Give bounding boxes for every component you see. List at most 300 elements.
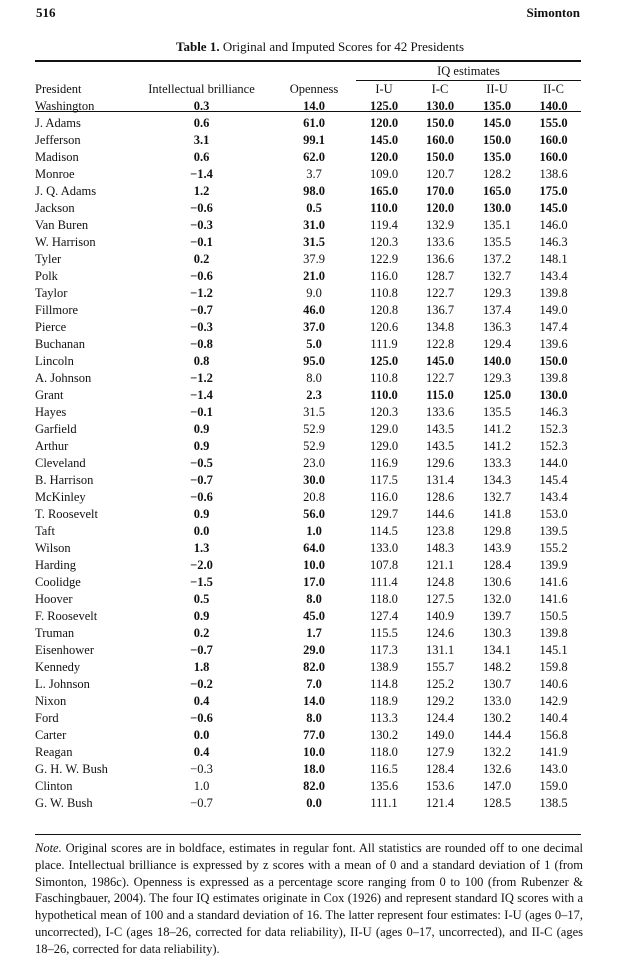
table-row <box>35 166 581 183</box>
cell-i-c: 129.6 <box>425 456 455 470</box>
cell-ii-c: 146.3 <box>539 235 568 249</box>
cell-i-u: 120.0 <box>369 150 399 164</box>
cell-president: McKinley <box>35 490 86 504</box>
cell-i-c: 127.9 <box>425 745 455 759</box>
cell-openness: 20.8 <box>303 490 325 504</box>
cell-ii-u: 165.0 <box>482 184 512 198</box>
cell-intellectual-brilliance: 0.9 <box>193 439 210 453</box>
cell-i-c: 131.4 <box>425 473 455 487</box>
cell-i-u: 138.9 <box>369 660 399 674</box>
cell-president: Polk <box>35 269 58 283</box>
cell-i-c: 124.6 <box>425 626 455 640</box>
cell-ii-u: 132.7 <box>482 269 512 283</box>
cell-ii-u: 137.4 <box>482 303 512 317</box>
cell-ii-u: 143.9 <box>482 541 512 555</box>
cell-intellectual-brilliance: −0.6 <box>190 490 213 504</box>
cell-ii-c: 138.5 <box>539 796 568 810</box>
table-note <box>35 840 583 958</box>
note-text: Original scores are in boldface, estimates in regular font. All statistics are rounded off to one decimal place. Intellectual brilliance is expressed by z scores with a mean of 0 and a standard deviation of 1 (from Simonton, 1986c). Openness is expressed as a percentage score ranging from 0 to 100 (from Rubenzer & Faschingbauer, 2004). The four IQ estimates originate in Cox (1926) and represent standard IQ scores with a hypothetical mean of 100 and a standard deviation of 16. The latter represent four estimates: I-U (ages 0–17, uncorrected), I-C (ages 18–26, corrected for data reliability), II-U (ages 0–17, uncorrected), and II-C (ages 18–26, corrected for data reliability). <box>35 841 583 956</box>
cell-i-c: 148.3 <box>425 541 455 555</box>
cell-ii-u: 130.2 <box>482 711 512 725</box>
cell-i-c: 144.6 <box>425 507 455 521</box>
cell-ii-u: 130.3 <box>482 626 512 640</box>
cell-i-u: 114.8 <box>370 677 398 691</box>
table-row <box>35 98 581 115</box>
table-row <box>35 727 581 744</box>
cell-i-u: 118.0 <box>370 745 398 759</box>
table-row <box>35 608 581 625</box>
cell-ii-c: 139.8 <box>539 286 568 300</box>
bottom-rule <box>35 834 581 835</box>
cell-president: Hayes <box>35 405 67 419</box>
cell-intellectual-brilliance: 0.2 <box>193 252 210 266</box>
table-row <box>35 489 581 506</box>
table-row <box>35 234 581 251</box>
cell-intellectual-brilliance: 1.2 <box>193 184 210 198</box>
cell-intellectual-brilliance: −1.2 <box>190 371 213 385</box>
col-header-president: President <box>35 81 82 96</box>
cell-president: Ford <box>35 711 59 725</box>
cell-intellectual-brilliance: 0.6 <box>193 150 210 164</box>
cell-i-c: 133.6 <box>425 405 455 419</box>
table-row <box>35 319 581 336</box>
cell-ii-c: 139.8 <box>539 371 568 385</box>
cell-i-u: 116.9 <box>370 456 398 470</box>
cell-i-u: 109.0 <box>369 167 399 181</box>
cell-openness: 0.0 <box>306 796 322 810</box>
cell-ii-u: 128.4 <box>482 558 512 572</box>
table-row <box>35 523 581 540</box>
cell-intellectual-brilliance: 0.4 <box>193 745 210 759</box>
cell-i-c: 122.8 <box>425 337 455 351</box>
cell-i-c: 155.7 <box>425 660 455 674</box>
cell-ii-c: 139.8 <box>539 626 568 640</box>
table-row <box>35 404 581 421</box>
cell-i-u: 118.9 <box>370 694 398 708</box>
cell-president: L. Johnson <box>35 677 90 691</box>
cell-intellectual-brilliance: −0.1 <box>190 235 213 249</box>
table-row <box>35 336 581 353</box>
cell-i-u: 130.2 <box>369 728 399 742</box>
cell-i-u: 118.0 <box>370 592 398 606</box>
cell-ii-u: 129.8 <box>482 524 512 538</box>
cell-intellectual-brilliance: −1.4 <box>190 167 213 181</box>
cell-president: Pierce <box>35 320 67 334</box>
cell-i-c: 122.7 <box>425 371 455 385</box>
cell-intellectual-brilliance: −0.1 <box>190 405 213 419</box>
cell-i-c: 133.6 <box>425 235 455 249</box>
table-title: Original and Imputed Scores for 42 Presidents <box>222 39 465 54</box>
cell-ii-c: 145.1 <box>539 643 568 657</box>
cell-ii-u: 135.5 <box>482 405 512 419</box>
cell-i-u: 117.5 <box>370 473 398 487</box>
cell-openness: 23.0 <box>303 456 325 470</box>
cell-i-u: 113.3 <box>370 711 398 725</box>
cell-i-c: 150.0 <box>425 116 455 130</box>
cell-president: Reagan <box>35 745 73 759</box>
cell-ii-u: 147.0 <box>482 779 512 793</box>
table-row <box>35 710 581 727</box>
cell-openness: 8.0 <box>306 592 322 606</box>
cell-president: Wilson <box>35 541 71 555</box>
cell-intellectual-brilliance: −0.7 <box>190 796 213 810</box>
cell-i-c: 128.6 <box>425 490 455 504</box>
cell-president: Taft <box>35 524 55 538</box>
cell-i-u: 129.0 <box>369 422 399 436</box>
cell-president: Jefferson <box>35 133 81 147</box>
cell-i-u: 110.0 <box>370 201 398 215</box>
cell-i-c: 121.1 <box>425 558 455 572</box>
cell-openness: 61.0 <box>303 116 325 130</box>
table-row <box>35 693 581 710</box>
group-header-row <box>35 63 581 81</box>
cell-i-u: 111.4 <box>370 575 398 589</box>
table-row <box>35 438 581 455</box>
table-row <box>35 183 581 200</box>
cell-ii-c: 139.6 <box>539 337 568 351</box>
cell-president: Jackson <box>35 201 75 215</box>
cell-intellectual-brilliance: −0.3 <box>190 762 213 776</box>
cell-ii-c: 149.0 <box>539 303 568 317</box>
cell-i-u: 110.8 <box>370 286 398 300</box>
cell-i-u: 116.0 <box>370 490 398 504</box>
cell-ii-u: 132.0 <box>482 592 512 606</box>
cell-president: Garfield <box>35 422 77 436</box>
cell-i-u: 135.6 <box>369 779 399 793</box>
cell-i-u: 107.8 <box>369 558 399 572</box>
cell-i-u: 111.9 <box>370 337 398 351</box>
cell-ii-c: 159.8 <box>539 660 568 674</box>
cell-intellectual-brilliance: 0.8 <box>193 354 210 368</box>
cell-i-u: 129.7 <box>369 507 399 521</box>
cell-i-c: 121.4 <box>425 796 455 810</box>
cell-i-u: 125.0 <box>369 354 399 368</box>
cell-intellectual-brilliance: 1.0 <box>193 779 210 793</box>
cell-president: Tyler <box>35 252 62 266</box>
cell-ii-c: 145.0 <box>539 201 568 215</box>
cell-openness: 37.9 <box>303 252 325 266</box>
cell-ii-c: 155.0 <box>539 116 568 130</box>
cell-intellectual-brilliance: −2.0 <box>190 558 213 572</box>
cell-intellectual-brilliance: −0.7 <box>190 643 213 657</box>
cell-president: T. Roosevelt <box>35 507 98 521</box>
cell-i-u: 120.6 <box>369 320 399 334</box>
cell-i-c: 132.9 <box>425 218 455 232</box>
cell-i-u: 165.0 <box>369 184 399 198</box>
cell-i-c: 124.4 <box>425 711 455 725</box>
cell-president: Harding <box>35 558 76 572</box>
cell-i-c: 123.8 <box>425 524 455 538</box>
cell-openness: 18.0 <box>303 762 325 776</box>
cell-openness: 30.0 <box>303 473 325 487</box>
table-row <box>35 795 581 812</box>
cell-i-u: 120.0 <box>369 116 399 130</box>
cell-ii-u: 128.2 <box>482 167 512 181</box>
cell-ii-c: 152.3 <box>539 439 568 453</box>
table-row <box>35 591 581 608</box>
cell-ii-c: 139.5 <box>539 524 568 538</box>
cell-intellectual-brilliance: −0.3 <box>190 320 213 334</box>
cell-president: J. Q. Adams <box>35 184 97 198</box>
cell-i-u: 110.0 <box>370 388 398 402</box>
cell-ii-c: 160.0 <box>539 133 568 147</box>
table-row <box>35 132 581 149</box>
cell-i-c: 150.0 <box>425 150 455 164</box>
cell-intellectual-brilliance: 3.1 <box>193 133 210 147</box>
cell-intellectual-brilliance: −1.2 <box>190 286 213 300</box>
cell-president: Carter <box>35 728 67 742</box>
table-caption <box>0 39 640 55</box>
cell-ii-u: 141.2 <box>482 439 512 453</box>
cell-ii-c: 153.0 <box>539 507 568 521</box>
table-row <box>35 574 581 591</box>
cell-ii-u: 141.8 <box>482 507 512 521</box>
cell-openness: 0.5 <box>306 201 322 215</box>
cell-intellectual-brilliance: −0.6 <box>190 711 213 725</box>
table-row <box>35 659 581 676</box>
cell-openness: 82.0 <box>303 779 325 793</box>
cell-i-c: 129.2 <box>425 694 455 708</box>
cell-president: W. Harrison <box>35 235 96 249</box>
note-label: Note. <box>35 841 62 855</box>
cell-openness: 8.0 <box>306 711 322 725</box>
cell-intellectual-brilliance: −0.3 <box>190 218 213 232</box>
cell-i-c: 136.6 <box>425 252 455 266</box>
table-row <box>35 642 581 659</box>
cell-openness: 31.5 <box>303 235 325 249</box>
cell-openness: 2.3 <box>306 388 322 402</box>
col-header-intellectual-brilliance: Intellectual brilliance <box>148 81 255 96</box>
cell-openness: 52.9 <box>303 422 325 436</box>
scores-table <box>35 63 581 812</box>
cell-intellectual-brilliance: 0.2 <box>193 626 210 640</box>
cell-president: F. Roosevelt <box>35 609 98 623</box>
cell-president: Truman <box>35 626 75 640</box>
cell-i-c: 149.0 <box>425 728 455 742</box>
cell-ii-c: 148.1 <box>539 252 568 266</box>
cell-intellectual-brilliance: 0.0 <box>193 524 210 538</box>
cell-president: Taylor <box>35 286 68 300</box>
col-header-ii-u: II-U <box>486 82 508 96</box>
cell-i-c: 120.7 <box>425 167 455 181</box>
table-label: Table 1. <box>175 39 220 54</box>
cell-ii-c: 141.9 <box>539 745 568 759</box>
table-row <box>35 676 581 693</box>
cell-openness: 98.0 <box>303 184 325 198</box>
table-row <box>35 285 581 302</box>
cell-president: Grant <box>35 388 64 402</box>
cell-ii-u: 135.1 <box>482 218 512 232</box>
cell-intellectual-brilliance: −0.7 <box>190 473 213 487</box>
cell-ii-c: 150.0 <box>539 354 568 368</box>
cell-president: A. Johnson <box>35 371 92 385</box>
cell-i-u: 120.3 <box>369 235 399 249</box>
running-author: Simonton <box>526 5 580 20</box>
cell-ii-u: 135.5 <box>482 235 512 249</box>
cell-ii-u: 132.7 <box>482 490 512 504</box>
cell-i-c: 160.0 <box>425 133 455 147</box>
cell-ii-c: 146.3 <box>539 405 568 419</box>
cell-president: Arthur <box>35 439 69 453</box>
cell-i-u: 116.0 <box>370 269 398 283</box>
cell-i-c: 127.5 <box>425 592 455 606</box>
cell-i-u: 127.4 <box>369 609 399 623</box>
cell-ii-u: 130.0 <box>482 201 512 215</box>
cell-ii-u: 136.3 <box>482 320 512 334</box>
cell-i-u: 110.8 <box>370 371 398 385</box>
cell-i-c: 115.0 <box>426 388 454 402</box>
cell-openness: 5.0 <box>306 337 322 351</box>
cell-intellectual-brilliance: −0.8 <box>190 337 213 351</box>
cell-openness: 8.0 <box>306 371 322 385</box>
cell-president: Nixon <box>35 694 67 708</box>
page-number: 516 <box>36 5 56 20</box>
cell-intellectual-brilliance: 0.9 <box>193 609 210 623</box>
cell-ii-u: 145.0 <box>482 116 512 130</box>
table-row <box>35 455 581 472</box>
cell-president: Eisenhower <box>35 643 95 657</box>
cell-i-u: 120.8 <box>369 303 399 317</box>
cell-intellectual-brilliance: −0.6 <box>190 269 213 283</box>
cell-president: B. Harrison <box>35 473 94 487</box>
cell-ii-c: 138.6 <box>539 167 568 181</box>
cell-ii-c: 140.6 <box>539 677 568 691</box>
cell-ii-c: 143.0 <box>539 762 568 776</box>
cell-intellectual-brilliance: −0.5 <box>190 456 213 470</box>
cell-i-c: 170.0 <box>425 184 455 198</box>
cell-openness: 37.0 <box>303 320 325 334</box>
table-row <box>35 506 581 523</box>
cell-ii-u: 129.4 <box>482 337 512 351</box>
cell-openness: 62.0 <box>303 150 325 164</box>
cell-i-c: 131.1 <box>425 643 455 657</box>
running-header <box>36 5 580 23</box>
table-row <box>35 149 581 166</box>
top-rule <box>35 60 581 62</box>
table-row <box>35 557 581 574</box>
cell-openness: 52.9 <box>303 439 325 453</box>
cell-i-c: 140.9 <box>425 609 455 623</box>
cell-i-u: 129.0 <box>369 439 399 453</box>
cell-openness: 64.0 <box>303 541 325 555</box>
cell-ii-c: 159.0 <box>539 779 568 793</box>
table-row <box>35 268 581 285</box>
table-row <box>35 744 581 761</box>
cell-openness: 7.0 <box>306 677 322 691</box>
table-body <box>35 98 581 812</box>
cell-ii-c: 147.4 <box>539 320 568 334</box>
col-header-ii-c: II-C <box>543 82 564 96</box>
cell-openness: 45.0 <box>303 609 325 623</box>
table-row <box>35 115 581 132</box>
cell-president: Lincoln <box>35 354 74 368</box>
cell-i-c: 122.7 <box>425 286 455 300</box>
cell-intellectual-brilliance: 0.5 <box>193 592 210 606</box>
cell-president: Van Buren <box>35 218 89 232</box>
cell-president: Clinton <box>35 779 73 793</box>
cell-president: Fillmore <box>35 303 79 317</box>
cell-ii-c: 160.0 <box>539 150 568 164</box>
cell-intellectual-brilliance: 0.0 <box>193 728 210 742</box>
col-header-openness: Openness <box>289 81 339 96</box>
cell-ii-c: 156.8 <box>539 728 568 742</box>
cell-i-u: 122.9 <box>369 252 399 266</box>
cell-ii-u: 129.3 <box>482 371 512 385</box>
cell-president: G. H. W. Bush <box>35 762 108 776</box>
table-row <box>35 217 581 234</box>
cell-openness: 1.0 <box>306 524 322 538</box>
cell-i-u: 119.4 <box>370 218 398 232</box>
cell-i-c: 143.5 <box>425 439 455 453</box>
cell-openness: 21.0 <box>303 269 325 283</box>
cell-president: Washington <box>35 99 95 113</box>
cell-openness: 99.1 <box>303 133 325 147</box>
cell-ii-c: 152.3 <box>539 422 568 436</box>
table-row <box>35 540 581 557</box>
cell-openness: 9.0 <box>306 286 322 300</box>
cell-ii-u: 132.2 <box>482 745 512 759</box>
table-row <box>35 421 581 438</box>
cell-i-u: 111.1 <box>370 796 398 810</box>
col-header-i-c: I-C <box>431 82 449 96</box>
cell-intellectual-brilliance: −0.7 <box>190 303 213 317</box>
cell-i-u: 114.5 <box>370 524 398 538</box>
cell-i-u: 125.0 <box>369 99 399 113</box>
cell-ii-c: 141.6 <box>539 592 568 606</box>
cell-ii-u: 137.2 <box>482 252 512 266</box>
cell-ii-c: 141.6 <box>539 575 568 589</box>
cell-i-c: 134.8 <box>425 320 455 334</box>
cell-i-u: 116.5 <box>370 762 398 776</box>
cell-intellectual-brilliance: 0.6 <box>193 116 210 130</box>
cell-ii-u: 134.1 <box>482 643 512 657</box>
cell-openness: 95.0 <box>303 354 325 368</box>
cell-president: Monroe <box>35 167 75 181</box>
cell-intellectual-brilliance: −1.4 <box>190 388 213 402</box>
cell-openness: 77.0 <box>303 728 325 742</box>
table-row <box>35 200 581 217</box>
table-row <box>35 778 581 795</box>
cell-openness: 3.7 <box>306 167 322 181</box>
cell-openness: 29.0 <box>303 643 325 657</box>
cell-intellectual-brilliance: 1.8 <box>193 660 210 674</box>
cell-ii-u: 133.0 <box>482 694 512 708</box>
cell-openness: 31.0 <box>303 218 325 232</box>
cell-ii-c: 146.0 <box>539 218 568 232</box>
cell-ii-u: 148.2 <box>482 660 512 674</box>
cell-intellectual-brilliance: 0.9 <box>193 422 210 436</box>
cell-ii-u: 144.4 <box>482 728 512 742</box>
table-row <box>35 761 581 778</box>
cell-ii-u: 140.0 <box>482 354 512 368</box>
cell-openness: 14.0 <box>303 694 325 708</box>
cell-ii-c: 143.4 <box>539 269 568 283</box>
cell-ii-u: 132.6 <box>482 762 512 776</box>
cell-i-u: 133.0 <box>369 541 399 555</box>
cell-ii-c: 139.9 <box>539 558 568 572</box>
cell-ii-u: 129.3 <box>482 286 512 300</box>
cell-openness: 56.0 <box>303 507 325 521</box>
col-header-i-u: I-U <box>375 82 393 96</box>
cell-openness: 10.0 <box>303 745 325 759</box>
cell-intellectual-brilliance: −0.6 <box>190 201 213 215</box>
table-row <box>35 302 581 319</box>
cell-i-c: 120.0 <box>425 201 455 215</box>
cell-i-u: 117.3 <box>370 643 398 657</box>
cell-i-c: 128.4 <box>425 762 455 776</box>
table-row <box>35 251 581 268</box>
cell-ii-u: 130.7 <box>482 677 512 691</box>
